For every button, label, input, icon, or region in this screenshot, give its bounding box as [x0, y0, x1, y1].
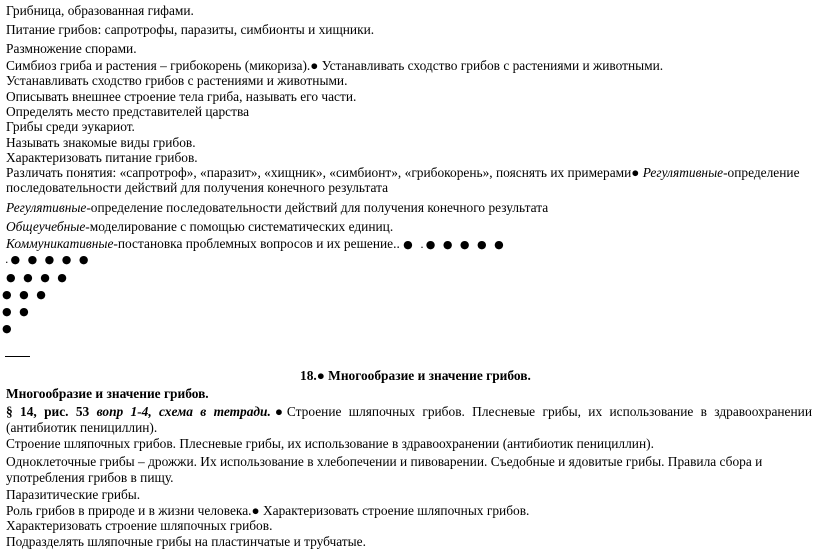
text-line: [6, 404, 812, 436]
text-span: Коммуникативные: [6, 236, 114, 251]
text-span: вопр 1-4, схема в тетради.: [96, 404, 271, 419]
text-line: Устанавливать сходство грибов с растениями и животными.: [6, 73, 348, 88]
divider: [5, 356, 30, 357]
text-line: [6, 200, 548, 216]
text-line: Подразделять шляпочные грибы на пластинчатые и трубчатые.: [6, 534, 366, 549]
text-span: -постановка проблемных вопросов и их решение..: [113, 236, 404, 251]
text-span: -определение: [723, 165, 800, 180]
text-line: Одноклеточные грибы – дрожжи. Их использование в хлебопечении и пивоварении. Съедобные и ядовитые грибы. Правила сбора и употребления грибов в пищу.: [6, 454, 763, 485]
text-line: последовательности действий для получения конечного результата: [6, 180, 389, 195]
text-span: Роль грибов в природе и в жизни человека.: [6, 503, 252, 518]
section-title: 18.● Многообразие и значение грибов.: [300, 368, 531, 383]
text-line: [6, 236, 506, 252]
text-line: Называть знакомые виды грибов.: [6, 135, 196, 150]
text-line: Многообразие и значение грибов.: [6, 386, 209, 401]
text-line: [6, 219, 393, 235]
text-line: [6, 503, 529, 519]
bullet-dots: ● ●: [2, 305, 31, 318]
text-line: Характеризовать строение шляпочных грибов.: [6, 518, 273, 533]
text-span: § 14, рис. 53: [6, 404, 97, 419]
bullet-dots: ●: [2, 322, 14, 335]
text-span: Устанавливать сходство грибов с растениями и животными.: [318, 58, 664, 73]
text-span: Регулятивные: [642, 165, 724, 180]
text-span: -моделирование с помощью систематических единиц.: [85, 219, 394, 234]
text-span: Общеучебные: [6, 219, 86, 234]
bullet-dots: ● ● ●: [2, 288, 48, 301]
bullet-icon: ●: [251, 503, 260, 518]
text-line: Паразитические грибы.: [6, 487, 141, 502]
text-line: Грибы среди эукариот.: [6, 119, 135, 134]
bullet-dots: .● ● ● ● ●: [5, 253, 91, 266]
text-line: Характеризовать питание грибов.: [6, 150, 198, 165]
text-line: [6, 165, 800, 181]
bullet-icon: ●: [270, 404, 287, 419]
bullet-icon: ●: [310, 58, 319, 73]
bullet-dots: ● .● ● ● ● ●: [403, 238, 506, 251]
text-line: Определять место представителей царства: [6, 104, 250, 119]
text-span: Характеризовать строение шляпочных грибов.: [259, 503, 530, 518]
text-line: Питание грибов: сапротрофы, паразиты, симбионты и хищники.: [6, 22, 375, 37]
text-span: Симбиоз гриба и растения – грибокорень (микориза).: [6, 58, 311, 73]
text-line: [6, 58, 663, 74]
text-span: -определение последовательности действий для получения конечного результата: [86, 200, 549, 215]
text-line: Строение шляпочных грибов. Плесневые грибы, их использование в здравоохранении (антибиотик пенициллин).: [6, 436, 654, 451]
text-span: Регулятивные: [6, 200, 87, 215]
text-span: Различать понятия: «сапротроф», «паразит», «хищник», «симбионт», «грибокорень», пояснять их примерами: [6, 165, 632, 180]
text-line: Грибница, образованная гифами.: [6, 3, 194, 18]
text-line: Описывать внешнее строение тела гриба, называть его части.: [6, 89, 357, 104]
text-line: Размножение спорами.: [6, 41, 137, 56]
bullet-icon: ●: [631, 165, 640, 180]
bullet-dots: ● ● ● ●: [6, 271, 69, 284]
text-span: Строение шляпочных грибов. Плесневые грибы, их использование в здравоохранении (антибиотик пенициллин).: [6, 404, 813, 435]
